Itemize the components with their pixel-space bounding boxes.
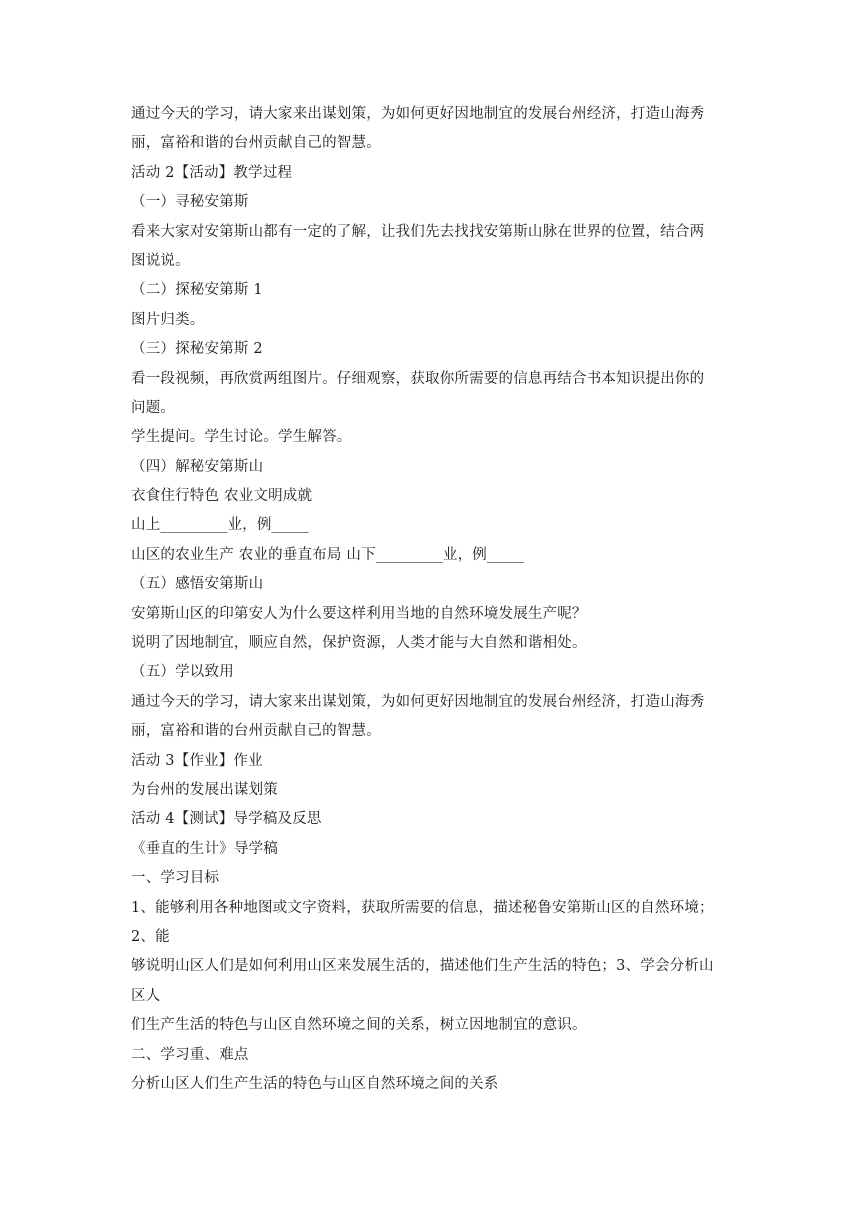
paragraph-line: 通过今天的学习，请大家来出谋划策，为如何更好因地制宜的发展台州经济，打造山海秀 (131, 693, 705, 710)
paragraph-line: 够说明山区人们是如何利用山区来发展生活的，描述他们生产生活的特色；3、学会分析山 (131, 958, 714, 975)
section-heading: （二）探秘安第斯 1 (131, 282, 263, 299)
paragraph-line: 看一段视频，再欣赏两组图片。仔细观察，获取你所需要的信息再结合书本知识提出你的 (131, 370, 705, 387)
paragraph-line: 丽，富裕和谐的台州贡献自己的智慧。 (131, 135, 381, 152)
paragraph-line: 安第斯山区的印第安人为什么要这样利用当地的自然环境发展生产呢？ (131, 605, 587, 622)
paragraph-line: 衣食住行特色 农业文明成就 (131, 488, 313, 505)
paragraph-line: 丽，富裕和谐的台州贡献自己的智慧。 (131, 723, 381, 740)
section-heading: （五）学以致用 (131, 664, 234, 681)
paragraph-line: 们生产生活的特色与山区自然环境之间的关系，树立因地制宜的意识。 (131, 1017, 587, 1034)
section-heading: 二、学习重、难点 (131, 1046, 249, 1063)
section-heading: （五）感悟安第斯山 (131, 576, 264, 593)
paragraph-line: 图片归类。 (131, 311, 205, 328)
worksheet-title: 《垂直的生计》导学稿 (131, 840, 278, 857)
paragraph-line: 1、能够利用各种地图或文字资料，获取所需要的信息，描述秘鲁安第斯山区的自然环境； (131, 899, 714, 916)
paragraph-line: 通过今天的学习，请大家来出谋划策，为如何更好因地制宜的发展台州经济，打造山海秀 (131, 106, 705, 122)
activity-heading: 活动 4【测试】导学稿及反思 (131, 811, 322, 828)
paragraph-line: 为台州的发展出谋划策 (131, 781, 278, 798)
paragraph-line: 分析山区人们生产生活的特色与山区自然环境之间的关系 (131, 1075, 499, 1092)
paragraph-line: 区人 (131, 987, 161, 1004)
document-body (131, 100, 731, 1099)
paragraph-line: 图说说。 (131, 252, 190, 269)
activity-heading: 活动 2【活动】教学过程 (131, 164, 293, 181)
paragraph-line: 学生提问。学生讨论。学生解答。 (131, 429, 352, 446)
fill-in-line: 山上_________业，例_____ (131, 517, 309, 534)
paragraph-line: 说明了因地制宜，顺应自然，保护资源，人类才能与大自然和谐相处。 (131, 635, 587, 652)
fill-in-line: 山区的农业生产 农业的垂直布局 山下_________业，例_____ (131, 546, 525, 563)
paragraph-line: 问题。 (131, 399, 176, 416)
paragraph-line: 看来大家对安第斯山都有一定的了解，让我们先去找找安第斯山脉在世界的位置，结合两 (131, 223, 705, 240)
section-heading: （三）探秘安第斯 2 (131, 341, 263, 358)
paragraph-line: 2、能 (131, 928, 170, 945)
section-heading: （四）解秘安第斯山 (131, 458, 264, 475)
section-heading: 一、学习目标 (131, 870, 220, 887)
activity-heading: 活动 3【作业】作业 (131, 752, 263, 769)
section-heading: （一）寻秘安第斯 (131, 194, 249, 211)
